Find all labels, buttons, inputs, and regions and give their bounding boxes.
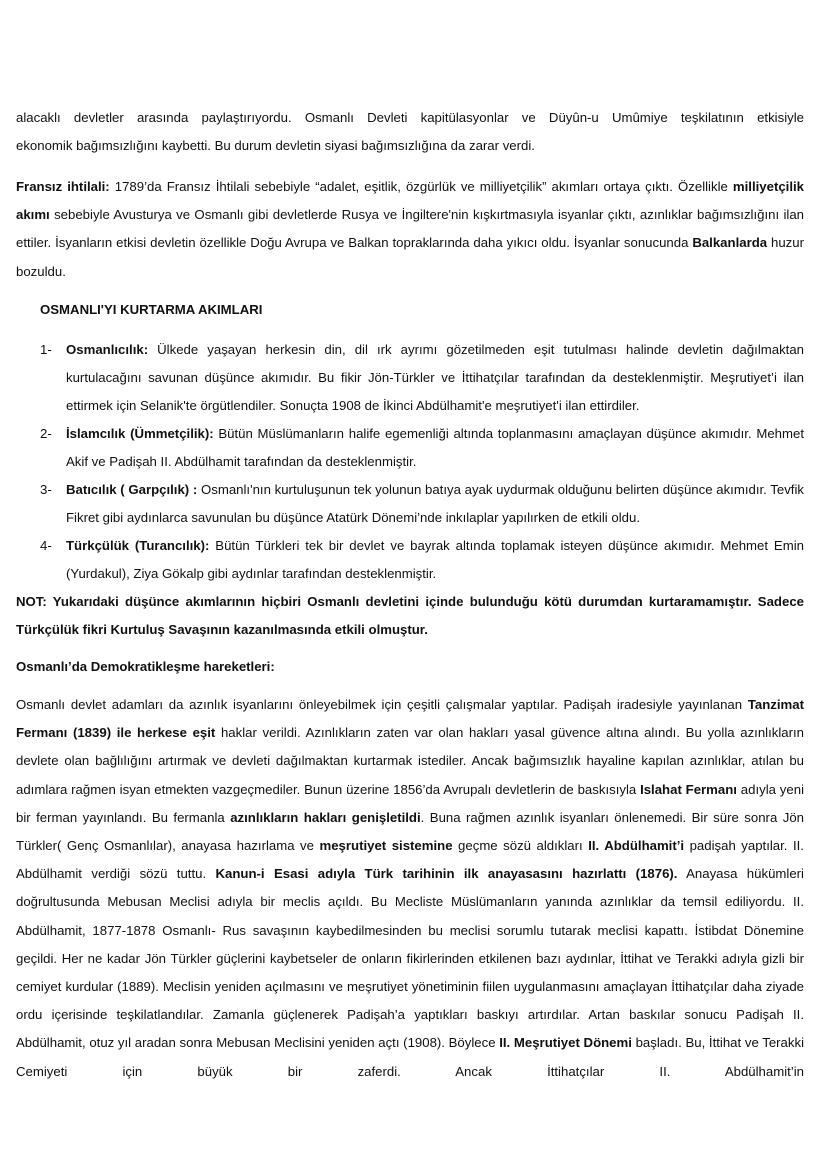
list-item: 2- İslamcılık (Ümmetçilik): Bütün Müslümanların halife egemenliği altında toplanmasını amaçlayan düşünce akımıdır. Mehmet Akif ve Padişah II. Abdülhamit tarafından da desteklenmiştir. <box>40 426 804 470</box>
french-revolution-label: Fransız ihtilali: <box>16 179 110 194</box>
intro-line-2: ekonomik bağımsızlığını kaybetti. Bu durum devletin siyasi bağımsızlığına da zarar verdi. <box>16 138 535 153</box>
french-revolution-paragraph: Fransız ihtilali: 1789’da Fransız İhtilali sebebiyle “adalet, eşitlik, özgürlük ve milliyetçilik” akımları ortaya çıktı. Özellikle milliyetçilik akımı sebebiyle Avusturya ve Osmanlı gibi devletlerde Rusya ve İngiltere'nin kışkırtmasıyla isyanlar çıktı, azınlıklar bağımsızlığını ilan ettiler. İsyanların etkisi devletin özellikle Doğu Avrupa ve Balkan topraklarında daha yıkıcı oldu. İsyanlar sonucunda Balkanlarda huzur bozuldu. <box>16 179 805 279</box>
section-title: OSMANLI'YI KURTARMA AKIMLARI <box>40 302 263 317</box>
democratization-title: Osmanlı’da Demokratikleşme hareketleri: <box>16 659 275 674</box>
intro-line-1: alacaklı devletler arasında paylaştırıyordu. Osmanlı Devleti kapitülasyonlar ve Düyûn-u Umûmiye teşkilatının etkisiyle <box>16 110 804 125</box>
list-item: 4- Türkçülük (Turancılık): Bütün Türkleri tek bir devlet ve bayrak altında toplamak isteyen düşünce akımıdır. Mehmet Emin (Yurdakul), Ziya Gökalp gibi aydınlar tarafından desteklenmiştir. <box>40 538 804 582</box>
note-paragraph: NOT: Yukarıdaki düşünce akımlarının hiçbiri Osmanlı devletini içinde bulunduğu kötü durumdan kurtaramamıştır. Sadece Türkçülük fikri Kurtuluş Savaşının kazanılmasında etkili olmuştur. <box>16 594 804 638</box>
democratization-paragraph: Osmanlı devlet adamları da azınlık isyanlarını önleyebilmek için çeşitli çalışmalar yaptılar. Padişah iradesiyle yayınlanan Tanzimat Fermanı (1839) ile herkese eşit haklar verildi. Azınlıkların zaten var olan hakları yasal güvence altına alındı. Bu yolla azınlıkların devlete olan bağlılığını artırmak ve devleti dağılmaktan kurtarmak istediler. Ancak bağımsızlık hayaline kapılan azınlıklar, atılan bu adımlara rağmen isyan etmekten vazgeçmediler. Bunun üzerine 1856’da Avrupalı devletlerin de baskısıyla Islahat Fermanı adıyla yeni bir ferman yayınlandı. Bu fermanla azınlıkların hakları genişletildi. Buna rağmen azınlık isyanları önlenemedi. Bir süre sonra Jön Türkler( Genç Osmanlılar), anayasa hazırlama ve meşrutiyet sistemine geçme sözü aldıkları II. Abdülhamit’i padişah yaptılar. II. Abdülhamit verdiği sözü tuttu. Kanun-i Esasi adıyla Türk tarihinin ilk anayasasını hazırlattı (1876). Anayasa hükümleri doğrultusunda Mebusan Meclisi adıyla bir meclis açıldı. Bu Mecliste Müslümanların yanında azınlıklar da temsil ediliyordu. II. Abdülhamit, 1877-1878 Osmanlı- Rus savaşının kaybedilmesinden bu meclisi sorumlu tutarak meclisi kapattı. İstibdat Dönemine geçildi. Her ne kadar Jön Türkler güçlerini kaybetseler de onların fikirlerinden etkilenen bazı aydınlar, İttihat ve Terakki adıyla gizli bir cemiyet kurdular (1889). Meclisin yeniden açılmasını ve meşrutiyet yönetiminin fiilen uygulanmasını amaçlayan İttihatçılar daha ziyade ordu içerisinde teşkilatlandılar. Zamanla güçlenerek Padişah’a yaptıkları baskıyı artırdılar. Artan baskılar sonucu Padişah II. Abdülhamit, otuz yıl aradan sonra Mebusan Meclisini yeniden açtı (1908). Böylece II. Meşrutiyet Dönemi başladı. Bu, İttihat ve Terakki Cemiyeti için büyük bir zaferdi. Ancak İttihatçılar II. Abdülhamit’in <box>16 697 805 1079</box>
list-item: 3- Batıcılık ( Garpçılık) : Osmanlı'nın kurtuluşunun tek yolunun batıya ayak uydurmak olduğunu belirten düşünce akımıdır. Tevfik Fikret gibi aydınlarca savunulan bu düşünce Atatürk Dönemi’nde inkılaplar yapılırken de etkili oldu. <box>40 482 804 526</box>
list-item: 1- Osmanlıcılık: Ülkede yaşayan herkesin din, dil ırk ayrımı gözetilmeden eşit tutulması halinde devletin dağılmaktan kurtulacağını savunan düşünce akımıdır. Bu fikir Jön-Türkler ve İttihatçılar tarafından da desteklenmiştir. Meşrutiyet’i ilan ettirmek için Selanik'te örgütlendiler. Sonuçta 1908 de İkinci Abdülhamit'e meşrutiyet'i ilan ettirdiler. <box>40 342 804 414</box>
